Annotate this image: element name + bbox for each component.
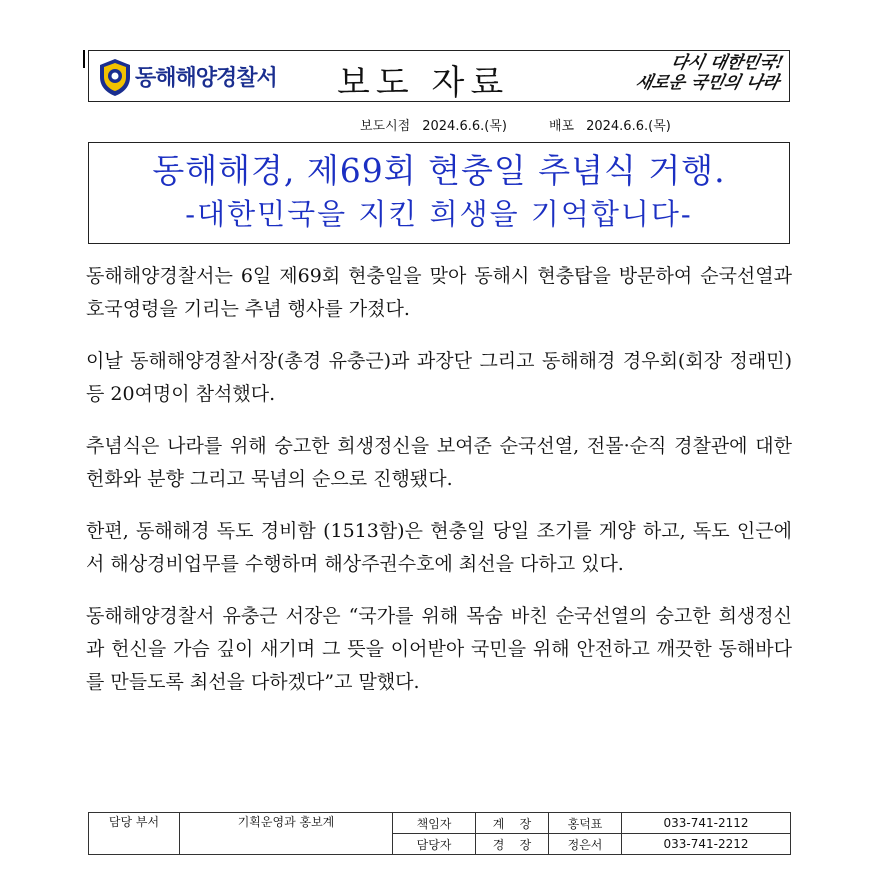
headline-box (88, 142, 790, 244)
press-release-title: 보도 자료 (337, 63, 510, 103)
text-cursor (83, 50, 85, 68)
paragraph: 동해해양경찰서 유충근 서장은 “국가를 위해 목숨 바친 순국선열의 숭고한 희생정신과 헌신을 가슴 깊이 새기며 그 뜻을 이어받아 국민을 위해 안전하고 깨끗한 동해바다를 만들도록 최선을 다하겠다”고 말했다. (86, 605, 792, 693)
distribution-label: 배포 (548, 119, 575, 134)
slogan (577, 53, 786, 93)
phone-cell: 033-741-2212 (622, 834, 791, 855)
coast-guard-emblem-icon (97, 57, 133, 97)
name-cell: 정은서 (549, 834, 622, 855)
release-dates (360, 115, 671, 134)
paragraph: 추념식은 나라를 위해 숭고한 희생정신을 보여준 순국선열, 전몰·순직 경찰관에 대한 헌화와 분향 그리고 묵념의 순으로 진행됐다. (86, 435, 792, 490)
distribution-date: 2024.6.6.(목) (586, 119, 671, 134)
headline-sub: -대한민국을 지킨 희생을 기억합니다- (185, 197, 693, 231)
headline-main: 동해해경, 제69회 현충일 추념식 거행. (152, 151, 726, 190)
dept-value: 기획운영과 홍보계 (180, 813, 393, 855)
paragraph: 동해해양경찰서는 6일 제69회 현충일을 맞아 동해시 현충탑을 방문하여 순국선열과 호국영령을 기리는 추념 행사를 가졌다. (86, 265, 792, 320)
rank-cell: 계 장 (476, 813, 549, 834)
table-row (89, 813, 791, 834)
report-date: 2024.6.6.(목) (422, 119, 507, 134)
contact-table (88, 812, 791, 855)
report-time-label: 보도시점 (360, 119, 411, 134)
role-cell: 책임자 (393, 813, 476, 834)
name-cell: 홍덕표 (549, 813, 622, 834)
slogan-line-2: 새로운 국민의 나라 (633, 73, 781, 93)
press-header (88, 50, 790, 102)
paragraph: 한편, 동해해경 독도 경비함 (1513함)은 현충일 당일 조기를 게양 하고, 독도 인근에서 해상경비업무를 수행하며 해상주권수호에 최선을 다하고 있다. (86, 520, 792, 575)
org-name: 동해해양경찰서 (135, 66, 277, 91)
dept-label: 담당 부서 (89, 813, 180, 855)
role-cell: 담당자 (393, 834, 476, 855)
slogan-line-1: 다시 대한민국! (669, 53, 786, 73)
article-body (86, 260, 792, 718)
rank-cell: 경 장 (476, 834, 549, 855)
paragraph: 이날 동해해양경찰서장(총경 유충근)과 과장단 그리고 동해해경 경우회(회장 정래민)등 20여명이 참석했다. (86, 350, 792, 405)
phone-cell: 033-741-2112 (622, 813, 791, 834)
